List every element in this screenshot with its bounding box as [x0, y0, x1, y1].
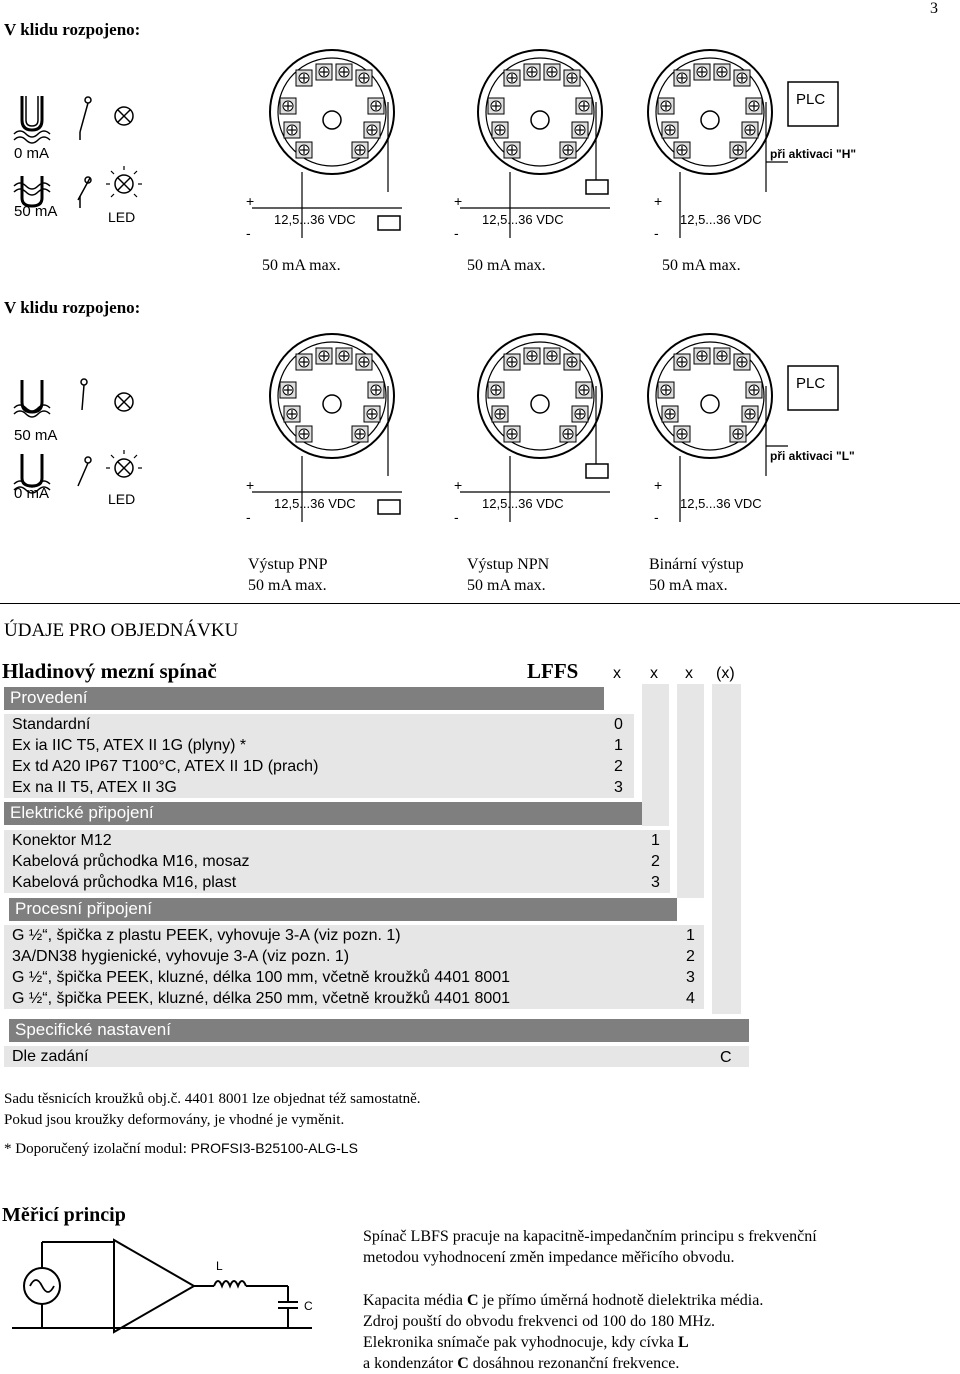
section1-wiring-diagram-2 [440, 42, 640, 252]
terminal-screw-icon [364, 122, 380, 138]
code-col-2: x [650, 665, 658, 682]
plus-sign: + [454, 193, 463, 209]
plus-sign: + [246, 477, 255, 493]
row-provedeni-2: Ex td A20 IP67 T100°C, ATEX II 1D (prach) [12, 758, 319, 775]
terminal-screw-icon [504, 70, 520, 86]
terminal-screw-icon [336, 348, 352, 364]
group-title-specificke: Specifické nastavení [9, 1019, 749, 1042]
legend-diagram-1 [8, 88, 148, 228]
minus-sign: - [246, 225, 251, 241]
code-col-4: (x) [716, 665, 735, 682]
para2-line4 [363, 1353, 763, 1374]
terminal-screw-icon [336, 64, 352, 80]
para1-line1: Spínač LBFS pracuje na kapacitně-impedančním principu s frekvenční [363, 1228, 817, 1245]
terminal-screw-icon [488, 382, 504, 398]
minus-sign: - [454, 509, 459, 525]
terminal-screw-icon [364, 406, 380, 422]
code-provedeni-3: 3 [614, 779, 623, 796]
section1-wiring-diagram-1 [232, 42, 432, 252]
section1-heading: V klidu rozpojeno: [4, 20, 141, 39]
terminal-screw-icon [524, 348, 540, 364]
row-procesni-2: G ½“, špička PEEK, kluzné, délka 100 mm, včetně kroužků 4401 8001 [12, 969, 511, 986]
group-title-procesni: Procesní připojení [9, 898, 677, 921]
plus-sign: + [654, 477, 663, 493]
group-title-elektricke: Elektrické připojení [4, 802, 642, 825]
terminal-screw-icon [734, 354, 750, 370]
plus-sign: + [654, 193, 663, 209]
section1-wiring-diagram-3 [640, 42, 857, 252]
s2-caption-1a: Výstup PNP [248, 556, 328, 573]
s1-caption-3: 50 mA max. [662, 257, 741, 274]
terminal-screw-icon [674, 142, 690, 158]
terminal-screw-icon [488, 98, 504, 114]
minus-sign: - [454, 225, 459, 241]
supply-voltage-label: 12,5...36 VDC [680, 496, 762, 511]
terminal-screw-icon [572, 122, 588, 138]
inductor-icon [214, 1281, 246, 1286]
para2-l1-a: Kapacita média [363, 1292, 467, 1309]
terminal-screw-icon [560, 426, 576, 442]
legend2-led: LED [108, 491, 136, 507]
code-procesni-1: 2 [686, 948, 695, 965]
isolation-prefix: * Doporučený izolační modul: [4, 1141, 191, 1157]
col-bar-3 [677, 684, 704, 898]
terminal-screw-icon [564, 70, 580, 86]
legend1-50ma: 50 mA [14, 203, 58, 220]
code-procesni-0: 1 [686, 927, 695, 944]
terminal-screw-icon [714, 64, 730, 80]
terminal-screw-icon [296, 426, 312, 442]
terminal-screw-icon [504, 354, 520, 370]
order-heading: ÚDAJE PRO OBJEDNÁVKU [4, 620, 239, 641]
para2-l4-c: dosáhnou rezonanční frekvence. [468, 1355, 680, 1372]
row-elektricke-0: Konektor M12 [12, 832, 112, 849]
terminal-screw-icon [560, 142, 576, 158]
minus-sign: - [654, 225, 659, 241]
label-C: C [304, 1299, 313, 1313]
terminal-screw-icon [694, 348, 710, 364]
terminal-screw-icon [544, 64, 560, 80]
legend1-led: LED [108, 209, 136, 225]
terminal-screw-icon [316, 348, 332, 364]
terminal-screw-icon [280, 98, 296, 114]
terminal-screw-icon [284, 406, 300, 422]
code-col-3: x [685, 665, 693, 682]
principle-heading: Měřicí princip [2, 1204, 126, 1226]
code-col-1: x [613, 665, 621, 682]
row-elektricke-1: Kabelová průchodka M16, mosaz [12, 853, 250, 870]
terminal-screw-icon [296, 354, 312, 370]
legend2-0ma: 0 mA [14, 485, 50, 502]
para2-l1-c: je přímo úměrná hodnotě dielektrika média. [478, 1292, 764, 1309]
minus-sign: - [246, 509, 251, 525]
terminal-screw-icon [658, 98, 674, 114]
activation-label: při aktivaci "L" [770, 449, 855, 463]
isolation-note [4, 1140, 358, 1158]
terminal-screw-icon [674, 426, 690, 442]
principle-circuit [4, 1236, 324, 1366]
section2-heading: V klidu rozpojeno: [4, 298, 141, 317]
activation-label: při aktivaci "H" [770, 147, 857, 161]
terminal-screw-icon [730, 142, 746, 158]
terminal-screw-icon [564, 354, 580, 370]
terminal-screw-icon [658, 382, 674, 398]
plc-label: PLC [796, 91, 826, 108]
section2-wiring-diagram-3 [640, 326, 855, 536]
product-model: LFFS [527, 659, 579, 683]
supply-voltage-label: 12,5...36 VDC [274, 496, 356, 511]
product-name: Hladinový mezní spínač [2, 659, 217, 683]
legend1-0ma: 0 mA [14, 145, 50, 162]
supply-voltage-label: 12,5...36 VDC [680, 212, 762, 227]
section-divider [0, 603, 960, 604]
s2-caption-2b: 50 mA max. [467, 577, 546, 594]
row-provedeni-1: Ex ia IIC T5, ATEX II 1G (plyny) * [12, 737, 247, 754]
row-procesni-0: G ½“, špička z plastu PEEK, vyhovuje 3-A (viz pozn. 1) [12, 927, 401, 944]
legend2-50ma: 50 mA [14, 427, 58, 444]
col-bar-4 [712, 684, 741, 1014]
principle-para1 [363, 1226, 817, 1268]
note-1: Sadu těsnicích kroužků obj.č. 4401 8001 lze objednat též samostatně. [4, 1091, 421, 1107]
para2-l3-a: Elekronika snímače pak vyhodnocuje, kdy cívka [363, 1334, 679, 1351]
row-procesni-3: G ½“, špička PEEK, kluzné, délka 250 mm, včetně kroužků 4401 8001 [12, 990, 511, 1007]
terminal-screw-icon [674, 354, 690, 370]
para2-l4-a: a kondenzátor [363, 1355, 458, 1372]
terminal-screw-icon [746, 98, 762, 114]
row-procesni-1: 3A/DN38 hygienické, vyhovuje 3-A (viz pozn. 1) [12, 948, 350, 965]
terminal-screw-icon [492, 406, 508, 422]
terminal-screw-icon [576, 382, 592, 398]
terminal-screw-icon [544, 348, 560, 364]
para2-line3 [363, 1332, 763, 1353]
group-band-specificke [4, 1046, 749, 1067]
terminal-screw-icon [504, 142, 520, 158]
code-specificke-0: C [720, 1049, 732, 1066]
terminal-screw-icon [492, 122, 508, 138]
para2-l1-b: C [466, 1292, 479, 1309]
legend-diagram-2 [8, 372, 148, 512]
row-provedeni-3: Ex na II T5, ATEX II 3G [12, 779, 177, 796]
isolation-module: PROFSI3-B25100-ALG-LS [190, 1140, 358, 1156]
code-provedeni-2: 2 [614, 758, 623, 775]
code-procesni-3: 4 [686, 990, 695, 1007]
section2-wiring-diagram-2 [440, 326, 640, 536]
terminal-screw-icon [296, 70, 312, 86]
page-number: 3 [930, 0, 938, 17]
terminal-screw-icon [368, 98, 384, 114]
terminal-screw-icon [662, 406, 678, 422]
terminal-screw-icon [714, 348, 730, 364]
terminal-screw-icon [734, 70, 750, 86]
s2-caption-3a: Binární výstup [649, 556, 744, 573]
principle-para2 [363, 1290, 763, 1374]
label-L: L [216, 1259, 223, 1273]
terminal-screw-icon [504, 426, 520, 442]
code-elektricke-2: 3 [651, 874, 660, 891]
plc-label: PLC [796, 375, 826, 392]
terminal-screw-icon [352, 142, 368, 158]
amplifier-icon [114, 1240, 194, 1332]
s1-caption-1: 50 mA max. [262, 257, 341, 274]
row-elektricke-2: Kabelová průchodka M16, plast [12, 874, 237, 891]
code-elektricke-0: 1 [651, 832, 660, 849]
code-provedeni-0: 0 [614, 716, 623, 733]
terminal-screw-icon [316, 64, 332, 80]
terminal-screw-icon [742, 406, 758, 422]
section2-wiring-diagram-1 [232, 326, 432, 536]
para1-line2: metodou vyhodnocení změn impedance měřicího obvodu. [363, 1249, 735, 1266]
s2-caption-3b: 50 mA max. [649, 577, 728, 594]
terminal-screw-icon [368, 382, 384, 398]
supply-voltage-label: 12,5...36 VDC [482, 496, 564, 511]
terminal-screw-icon [742, 122, 758, 138]
terminal-screw-icon [352, 426, 368, 442]
terminal-screw-icon [296, 142, 312, 158]
row-provedeni-0: Standardní [12, 716, 91, 733]
terminal-screw-icon [576, 98, 592, 114]
s2-caption-1b: 50 mA max. [248, 577, 327, 594]
terminal-screw-icon [730, 426, 746, 442]
code-procesni-2: 3 [686, 969, 695, 986]
supply-voltage-label: 12,5...36 VDC [482, 212, 564, 227]
para2-l3-b: L [678, 1334, 689, 1351]
minus-sign: - [654, 509, 659, 525]
terminal-screw-icon [280, 382, 296, 398]
terminal-screw-icon [674, 70, 690, 86]
col-bar-2 [642, 684, 669, 826]
row-specificke-0: Dle zadání [12, 1048, 89, 1065]
para2-line1 [363, 1290, 763, 1311]
terminal-screw-icon [746, 382, 762, 398]
note-2: Pokud jsou kroužky deformovány, je vhodné je vyměnit. [4, 1112, 345, 1128]
terminal-screw-icon [356, 70, 372, 86]
terminal-screw-icon [524, 64, 540, 80]
terminal-screw-icon [284, 122, 300, 138]
para2-l4-b: C [457, 1355, 469, 1372]
terminal-screw-icon [662, 122, 678, 138]
terminal-screw-icon [572, 406, 588, 422]
terminal-screw-icon [356, 354, 372, 370]
supply-voltage-label: 12,5...36 VDC [274, 212, 356, 227]
terminal-screw-icon [694, 64, 710, 80]
group-title-provedeni: Provedení [4, 687, 604, 710]
code-elektricke-1: 2 [651, 853, 660, 870]
s1-caption-2: 50 mA max. [467, 257, 546, 274]
code-provedeni-1: 1 [614, 737, 623, 754]
para2-line2: Zdroj pouští do obvodu frekvenci od 100 do 180 MHz. [363, 1313, 715, 1330]
s2-caption-2a: Výstup NPN [467, 556, 550, 573]
plus-sign: + [454, 477, 463, 493]
plus-sign: + [246, 193, 255, 209]
